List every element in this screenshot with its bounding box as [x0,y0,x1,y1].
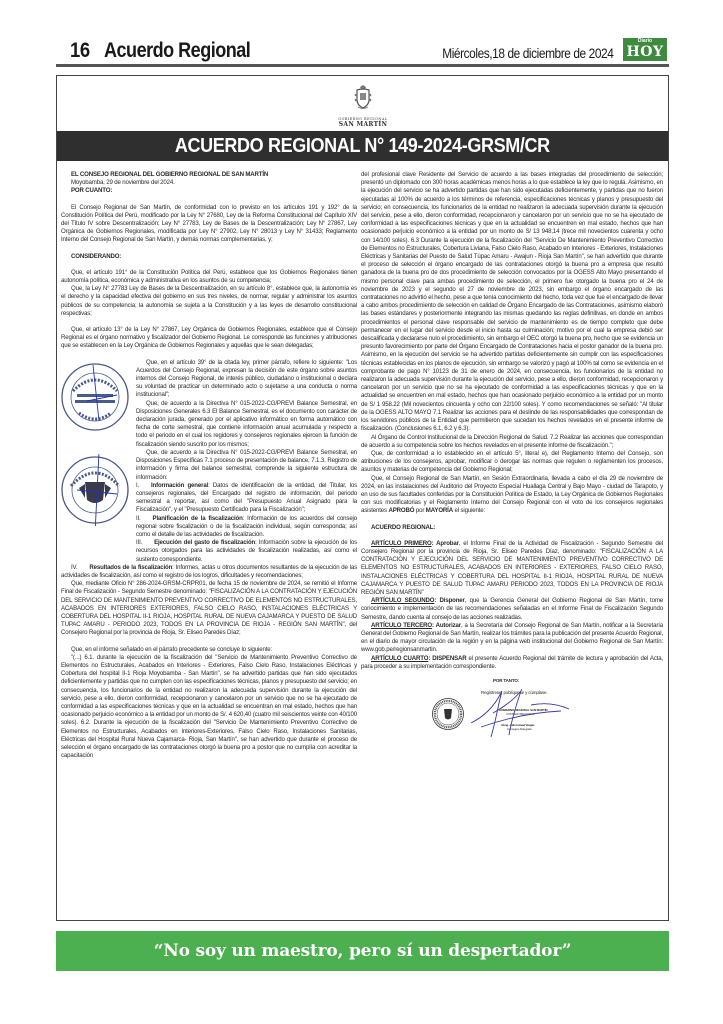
considerando-4: Que, en el artículo 39° de la citada ley, primer párrafo, refiere lo siguiente: "Los Acuerdos del Consejo Regional, expresan la decisión de este órgano sobre asuntos internos del Consejo Regional, de interés público, ciudadano o institucional o declara su voluntad de practicar un determinado acto o sujetarse a una conducta o norma institucional"; [136,358,357,399]
issuer: EL CONSEJO REGIONAL DEL GOBIERNO REGIONAL DE SAN MARTÍN [71,171,269,178]
signatory-name: Abog. Julio Ismael Vargas [501,722,535,727]
left-column [61,171,357,760]
place-date: Moyobamba, 29 de noviembre del 2024. [71,179,175,187]
regional-seal-icon [59,454,131,526]
report-conclusions-cont: del profesional clave Residente del Servicio de acuerdo a las bases integradas del procedimiento de selección; presentó un diplomado con 300 horas académicas menos horas a lo que establece la ley que lo regula. Asimismo, en la ejecución del servicio se ha advertido partidas que han sido ejecutadas deficientemente, y partidas que no fueron ejecutadas al 100% de acuerdo a los términos de referencia, especificaciones técnicas y planos y presupuesto del servicio; en consecuencia, los funcionarios de la entidad no realizaron la adecuada supervisión durante la ejecución del servicio, pese a ello, dieron conformidad, recepcionaron y cancelaron por un servicio que no se ha ejecutado de conformidad a las especificaciones técnicas y que en la actualidad se encuentren en mal estado, hechos que han ocasionado perjuicio económico a la entidad por un monto de S/ 13 948,14 (trece mil novecientos cuarenta y ocho con 14/100 soles). 6.3 Durante la ejecución de la fiscalización del "Servicio De Mantenimiento Preventivo Correctivo de Elementos no Estructurales, Cobertura Liviana, Falso Cielo Raso, Acabado en Interiores - Exteriores, Instalaciones Eléctricas y Sanitarias del Puesto de Salud Túpac Amaru - Awajun - Rioja San Martín", se han advertido que durante el proceso de selección el órgano encargado de las contrataciones otorgó la buena pro a empresa que resultó ganadora de la buena pro de dos procedimiento de selección convocados por la OGESS Alto Mayo presentando el mismo personal clave para ambas procedimiento de selección, el primero fue otorgado la buena pro el 24 de noviembre de 2023 y el segundo el 27 de noviembre de 2023, sin embargo el órgano encargado de las contrataciones no advirtió el hecho, pese a que tenía conocimiento del hecho, toda vez que fue el encargado de llevar a cabo ambos procedimiento de selección en calidad de Órgano Encargado de las Contrataciones, asimismo elaboró las bases estándares y posteriormente integrando las mismas quedando las reglas definitivas, en donde en ambos procedimientos el personal clave responsable del servicio de mantenimiento es de tiempo completo que debe permanecer en el lugar del servicio desde el inicio hasta su culminación; motivo por el cual la empresa debió ser descalificada y declararse nulo el procedimiento, sin embargo el OEC otorgó la buena pro, hecho que se evidencia un presunto favorecimiento por parte del Órgano Encargado de Contrataciones hacia el postor ganador de la buena pro. Asimismo, en la ejecución del servicio se ha advertido partidas deficientemente sin cumplir con las especificaciones técnicas establecidas en los planos de ejecución, sin embargo se valorizó y pagó al 100% tal como se evidencia en el comprobante de pago N° 10123 de 31 de enero de 2024, en consecuencia, los funcionarios de la entidad no realizaron la adecuada supervisión durante la ejecución del servicio, pese a ello, dieron conformidad, recepcionaron y cancelaron por un servicio que no se ha ejecutado de conformidad a las especificaciones técnicas y que en la actualidad se encuentren en mal estado, hechos que han ocasionado perjuicio económico a la entidad por un monto de S/ 1 958.22 (Mil novecientos cincuenta y ocho con 22/100 soles). Y como recomendaciones se señaló: "Al titular de la OGESS ALTO MAYO 7.1 Realizar las acciones para el deslinde de las responsabilidades que correspondan de los servidores públicos de la Entidad que permitieron que sucedan los hechos revelados en el presente informe de fiscalización. (Conclusiones 6.1, 6.2 y 6.3). [361,171,663,433]
report-conclusions: "(...) 6.1. durante la ejecución de la fiscalización del "Servicio de Mantenimiento Preventivo Correctivo de Elementos no Estructurales, Acabados en Interiores - Exteriores, Falso Cielo Raso, Instalaciones Eléctricas y Cobertura del hospital II-1 Rioja Moyobamba - San Martín", se ha advertido partidas que han sido ejecutados deficientemente y partidas que no cumplen con las especificaciones técnicas, planos y presupuesto del servicio; en consecuencia, los funcionarios de la entidad no realizaron la adecuada supervisión durante la ejecución del servicio, pese a ello, dieron conformidad, recepcionaron y cancelaron por un servicio que no se ha ejecutado de conformidad a las especificaciones técnicas y que en la actualidad se encuentran en mal estado, hechos que han ocasionado perjuicio económico a la entidad por un monto de S/. 4 620,40 (cuatro mil seiscientos veinte con 40/100 soles). 6.2. Durante la ejecución de la fiscalización del "Servicio De Mantenimiento Preventivo Correctivo de Elementos no Estructurales, Acabados en Interiores-Exteriores, Falso Cielo Raso, Instalaciones Sanitarias, Eléctricas del Hospital Rural Nueva Cajamarca- Rioja, San Martín", se han advertido que durante el proceso de selección el órgano encargado de las contrataciones otorgó la buena pro a postor que no cumplía con acreditar la capacitación [61,653,357,760]
page-header [56,36,669,64]
article-4: ARTÍCULO CUARTO: DISPENSAR el presente Acuerdo Regional del trámite de lectura y aprobación del Acta, para proceder a su implementación correspondiente. [361,654,663,670]
considerando-1: Que, el artículo 191° de la Constitución Política del Perú, establece que los Gobiernos Regionales tienen autonomía política, económica y administrativa en los asuntos de su competencia; [61,268,357,285]
signature-block [441,675,581,737]
considerando-7: Que, mediante Oficio N° 286-2024-GRSM-CRPR01, de fecha 15 de noviembre de 2024, se remitió el Informe Final de Fiscalización - Segundo Semestre denominado: "FISCALIZACIÓN A LA CONTRATACIÓN Y EJECUCIÓN DEL SERVICIO DE MANTENIMIENTO PREVENTIVO CORRECTIVO DE ELEMENTOS NO ESTRUCTURALES, ACABADOS EN INTERIORES EXTERIORES, FALSO CIELO RASO, INSTALACIONES ELÉCTRICAS Y COBERTURA DEL HOSPITAL II-1 RIOJA, HOSPITAL RURAL DE NUEVA CAJAMARCA Y PUESTO DE SALUD TUPAC AMARU - PERIODO 2023, TODOS EN LA PROVINCIA DE RIOJA - REGIÓN SAN MARTÍN", del Consejero Regional por la provincia de Rioja, Sr. Eliseo Paredes Díaz; [61,580,357,637]
por-tanto: POR TANTO: [493,677,520,683]
handwritten-signature-icon [451,683,581,739]
logo-line-2: SAN MARTÍN [338,121,388,128]
article-1: ARTÍCULO PRIMERO: Aprobar, el Informe Final de la Actividad de Fiscalización - Segundo Semestre del Consejero Regional por la provincia de Rioja, Sr. Eliseo Paredes Díaz, denominado: "FISCALIZACIÓN A LA CONTRATACIÓN Y EJECUCIÓN DEL SERVICIO DE MANTENIMIENTO PREVENTIVO CORRECTIVO DE ELEMENTOS NO ESTRUCTURALES, ACABADOS EN INTERIORES - EXTERIORES, FALSO CIELO RASO, INSTALACIONES ELÉCTRICAS Y COBERTURA DEL HOSPITAL II-1 RIOJA, HOSPITAL RURAL DE NUEVA CAJAMARCA Y PUESTO DE SALUD TUPAC AMARU PERIODO 2023, TODOS EN LA PROVINCIA DE RIOJA REGIÓN SAN MARTÍN" [361,539,664,596]
quote-text: “No soy un maestro, pero sí un despertador” [153,941,572,961]
considerando-5: Que, de acuerdo a la Directiva N° 015-2022-CG/PREVI Balance Semestral, en Disposiciones Generales 6.3 El Balance Semestral, es el documento con carácter de declaración jurada, generado por el aplicativo informático en forma automático con fecha de corte semestral, que contiene información anual acumulada y respecto a todo el periodo en el cual los regidores y consejeros regionales ejercen la función de fiscalización siendo suscrito por los mismos; [136,399,357,448]
registrese-line: Regístrese, publíquese y cúmplase. [481,689,548,695]
signatory-role: Consejero Delegado [507,726,532,731]
newspaper-logo [623,38,667,61]
document-title-bar [57,131,668,161]
por-cuanto: POR CUANTO: [71,187,113,195]
acuerdo-heading: ACUERDO REGIONAL: [371,523,436,531]
considerando-8: Que, en el informe señalado en el párrafo precedente se concluye lo siguiente: [71,645,273,653]
signature-org-line-1: GOBIERNO REGIONAL SAN MARTÍN [499,707,548,712]
logo-name: HOY [626,44,664,60]
article-2: ARTÍCULO SEGUNDO: Disponer, que la Gerencia General del Gobierno Regional de San Martín, tome conocimiento e implementación de las recomendaciones señaladas en el Informe Final de Fiscalización Segundo Semestre, dando cuenta al consejo de las acciones realizadas. [361,597,663,621]
considerando-3: Que, el artículo 13° de la Ley N° 27867, Ley Orgánica de Gobiernos Regionales, establece que el Consejo Regional es el órgano normativo y fiscalizador del Gobierno Regional. Le corresponde las funciones y atribuciones que se establecen en la Ley Orgánica de Gobiernos Regionales y aquellas que le sean delegadas; [61,326,357,350]
quote-band [56,931,669,971]
right-column [361,171,663,737]
considerando-2: Que, la Ley N° 27783 Ley de Bases de la Descentralización, en su artículo 8°, establece que, la autonomía es el derecho y la capacidad efectiva del gobierno en sus tres niveles, de normar, regular y administrar los asuntos públicos de su competencia; la autonomía se sujeta a la Constitución y a las leyes de desarrollo constitucional respectivas; [61,285,357,317]
page-number: 16 [70,39,90,62]
considerando-9: Que, de conformidad a lo establecido en el artículo 5°, literal e), del Reglamento Interno del Consejo, son atribuciones de los consejeros, aprobar, modificar o derogar las normas que regulen o reglamenten los procesos, asuntos y materias de competencia del Gobierno Regional; [361,449,663,474]
document-box [56,75,669,921]
considerando-6: Que, de acuerdo a la Directiva N° 015-2022-CG/PREVI Balance Semestral, en Disposiciones Específicas 7.1 proceso de presentación de balance, 7.1.3. Registro de información y firma del balance semestral, comprende la siguiente estructura de información: [136,448,357,481]
list-item-3: III. Ejecución del gasto de fiscalización: Información sobre la ejecución de los recursos otorgados para las actividades de fiscalización realizadas, así como el sustento correspondiente. [136,539,357,563]
list-item-1: I. Información general: Datos de identificación de la entidad, del Titular, los consejeros regionales, del Encargado del registro de información, del periodo semestral a reportar, así como del "Presupuesto Anual Asignado para la Fiscalización", y el "Presupuesto Certificado para la Fiscalización"; [136,481,357,514]
stamped-section [61,359,357,564]
considerando-heading: CONSIDERANDO: [71,252,122,260]
article-3: ARTÍCULO TERCERO: Autorizar, a la Secretaría del Consejo Regional de San Martín, notificar a la Secretaría General del Gobierno Regional de San Martín, realizar los trámites para la publicación del presente Acuerdo Regional, en el diario de mayor circulación de la región y en la página web institucional del Gobierno Regional de San Martín: www.gob.pe/regionsanmartin. [361,621,663,654]
list-item-2: II. Planificación de la fiscalización: Información de los acuerdos del consejo regional sobre fiscalización o de la fiscalización individual, según corresponda; así como el detalle de las actividades de fiscalización. [136,514,357,538]
recommendation-oci: Al Órgano de Control Institucional de la Dirección Regional de Salud. 7.2 Realizar las acciones que correspondan de acuerdo a su competencia sobre los hechos revelados en el presente informe de fiscalización."; [361,433,663,449]
secretary-seal-icon [59,361,131,433]
intro-paragraph: El Consejo Regional de San Martín, de conformidad con lo previsto en los artículos 191 y 192° de la Constitución Política del Perú, modificado por la Ley N° 27680, Ley de la Reforma Constitucional del Capítulo XIV del Título IV sobre Descentralización; Ley N° 27783, Ley de Bases de la Descentralización; Ley N° 27867, Ley Orgánica de Gobiernos Regionales, modificada por Ley N° 27902, Ley N° 28013 y Ley N° 31433; Reglamento Interno del Consejo Regional de San Martín, y demás normas complementarias, y; [61,203,357,244]
considerando-10: Que, el Consejo Regional de San Martín, en Sesión Extraordinaria, llevada a cabo el día 29 de noviembre de 2024, en las instalaciones del Auditorio del Proyecto Especial Huallaga Central y Bajo Mayo - ciudad de Tarapoto, y en uso de sus facultades conferidas por la Constitución Política de Estado, la Ley Orgánica de Gobiernos Regionales con sus modificatorias y el Reglamento Interno del Consejo Regional con el voto de los consejeros regionales asistentes APROBÓ por MAYORÍA el siguiente: [361,474,663,515]
document-title: ACUERDO REGIONAL N° 149-2024-GRSM/CR [175,135,550,157]
issue-date: Miércoles,18 de diciembre de 2024 [441,45,613,61]
signature-org-line-2: CONSEJO REGIONAL [506,711,535,716]
header-rule [56,64,669,67]
coat-of-arms-icon [353,84,373,110]
section-title: Acuerdo Regional [104,39,251,62]
logo-line-1: GOBIERNO REGIONAL [338,117,388,121]
list-item-4: IV. Resultados de la fiscalización: Informes, actas u otros documentos resultantes de la ejecución de las actividades de fiscalización, así como el registro de los logros, dificultades y recomendaciones; [61,563,357,579]
government-logo [307,79,419,133]
logo-small-text: Diario [637,38,653,44]
